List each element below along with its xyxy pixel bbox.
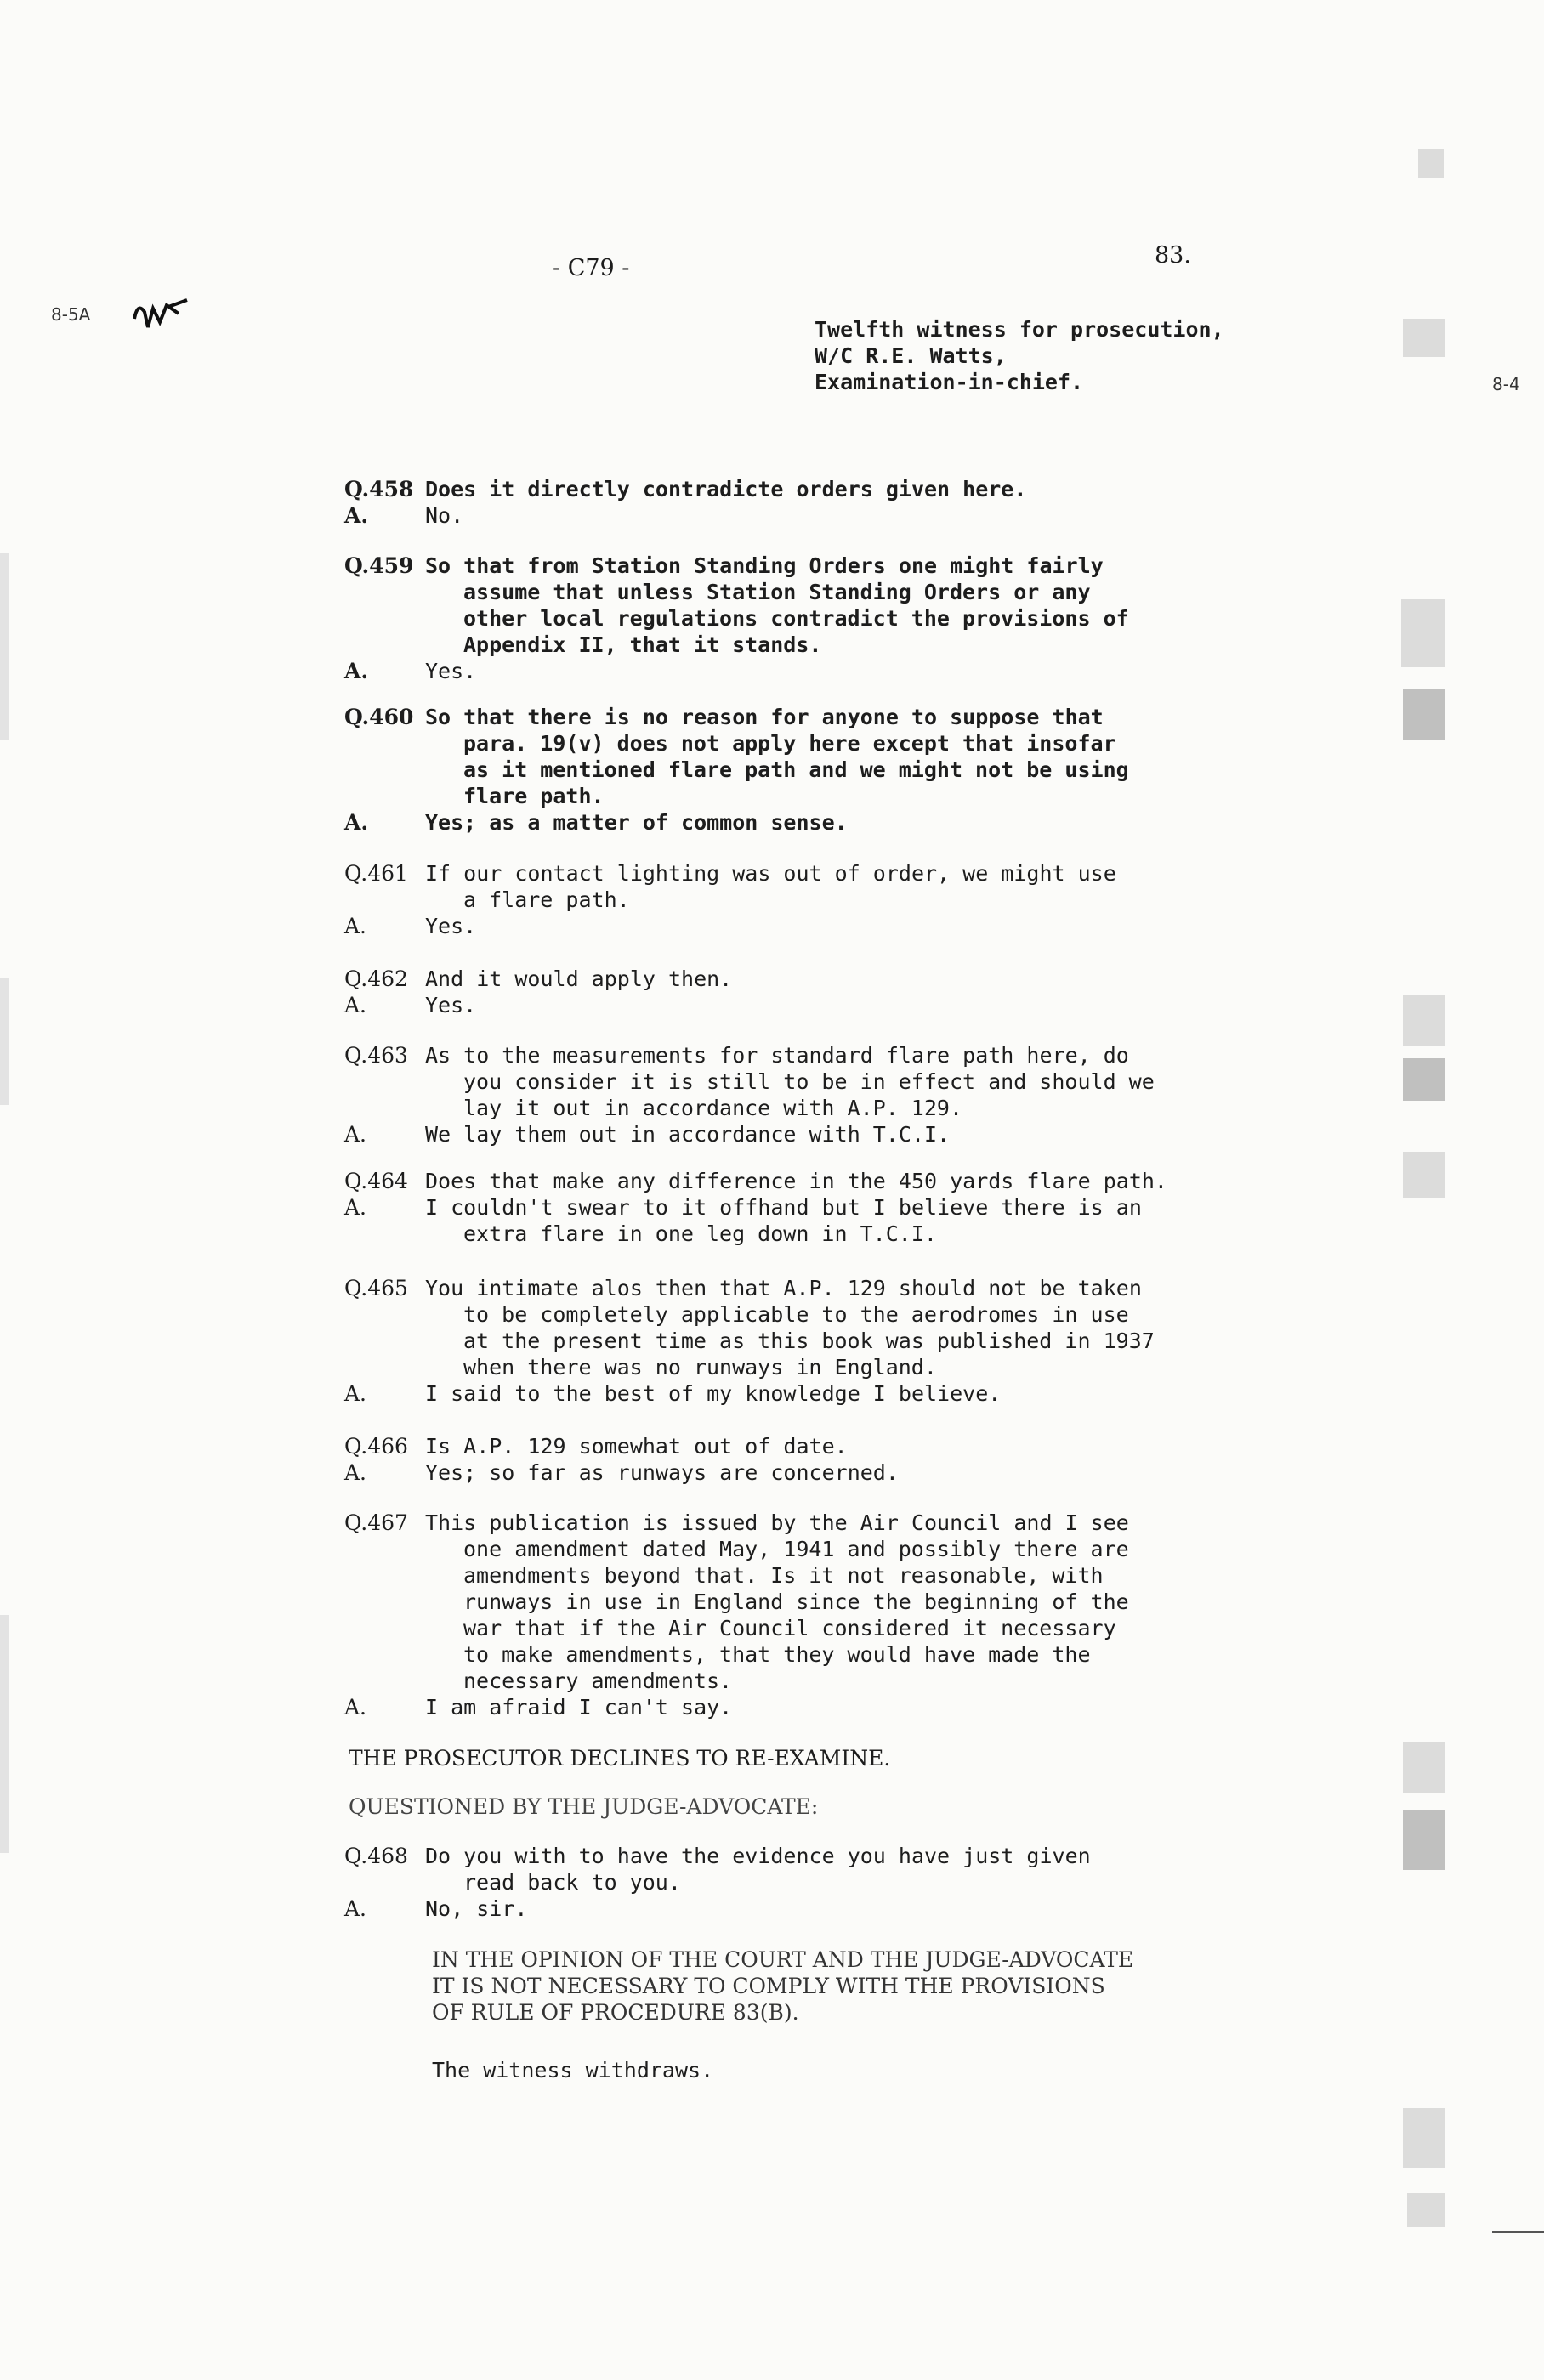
initials-mark <box>128 293 204 339</box>
question-text: And it would apply then. <box>425 966 733 991</box>
question-text: So that there is no reason for anyone to suppose that <box>425 705 1104 729</box>
left-margin-ref: 8-5A <box>51 304 91 325</box>
answer-label: A. <box>344 1195 367 1220</box>
question-text: runways in use in England since the beginning of the <box>463 1590 1129 1614</box>
exchange-q460 <box>344 704 1280 840</box>
question-number: Q.466 <box>344 1434 408 1459</box>
answer-text: No. <box>425 503 464 528</box>
question-text: war that if the Air Council considered it necessary <box>463 1616 1116 1640</box>
answer-text: Yes. <box>425 993 477 1017</box>
question-number: Q.468 <box>344 1844 408 1868</box>
answer-label: A. <box>344 1896 367 1921</box>
exchange-q459 <box>344 552 1280 688</box>
scan-edge <box>0 1615 9 1853</box>
answer-label: A. <box>344 659 369 683</box>
question-text: to be completely applicable to the aerodromes in use <box>463 1302 1129 1327</box>
question-text: a flare path. <box>463 887 630 912</box>
question-text: other local regulations contradict the provisions of <box>463 606 1129 631</box>
answer-label: A. <box>344 1695 367 1720</box>
question-number: Q.462 <box>344 966 408 991</box>
answer-label: A. <box>344 503 369 528</box>
court-opinion <box>432 1946 1133 2026</box>
scan-edge <box>0 978 9 1105</box>
scan-artifact <box>1403 1058 1445 1101</box>
scan-artifact <box>1403 688 1445 740</box>
scan-artifact <box>1403 1152 1445 1198</box>
question-number: Q.459 <box>344 553 414 578</box>
scan-edge <box>0 552 9 740</box>
question-text: Does that make any difference in the 450 yards flare path. <box>425 1169 1167 1193</box>
answer-text: Yes; as a matter of common sense. <box>425 810 848 835</box>
scan-mark <box>1492 2231 1544 2233</box>
exchange-q462 <box>344 966 1280 1018</box>
witness-withdraws: The witness withdraws. <box>432 2058 714 2082</box>
page-number: 83. <box>1155 242 1191 269</box>
question-text: assume that unless Station Standing Orders or any <box>463 580 1091 604</box>
answer-text: extra flare in one leg down in T.C.I. <box>463 1221 937 1246</box>
scan-artifact <box>1401 599 1445 667</box>
question-text: This publication is issued by the Air Council and I see <box>425 1510 1129 1535</box>
question-number: Q.461 <box>344 861 408 886</box>
answer-text: I am afraid I can't say. <box>425 1695 733 1720</box>
question-text: Does it directly contradicte orders given here. <box>425 477 1027 502</box>
question-text: Is A.P. 129 somewhat out of date. <box>425 1434 848 1459</box>
exchange-q464 <box>344 1168 1280 1247</box>
exchange-q468 <box>344 1843 1280 1922</box>
answer-text: Yes; so far as runways are concerned. <box>425 1460 899 1485</box>
question-text: as it mentioned flare path and we might not be using <box>463 757 1129 782</box>
answer-label: A. <box>344 810 369 835</box>
question-number: Q.458 <box>344 477 414 502</box>
question-text: Do you with to have the evidence you have just given <box>425 1844 1091 1868</box>
answer-label: A. <box>344 993 367 1017</box>
scan-artifact <box>1403 994 1445 1046</box>
opinion-line: OF RULE OF PROCEDURE 83(B). <box>432 2000 799 2025</box>
question-text: As to the measurements for standard flare path here, do <box>425 1043 1129 1068</box>
question-text: to make amendments, that they would have made the <box>463 1642 1091 1667</box>
answer-text: I couldn't swear to it offhand but I believe there is an <box>425 1195 1142 1220</box>
question-number: Q.463 <box>344 1043 408 1068</box>
questioned-by-heading: QUESTIONED BY THE JUDGE-ADVOCATE: <box>349 1794 819 1819</box>
question-number: Q.464 <box>344 1169 408 1193</box>
question-text: you consider it is still to be in effect and should we <box>463 1069 1155 1094</box>
question-text: para. 19(v) does not apply here except that insofar <box>463 731 1116 756</box>
exchange-q463 <box>344 1042 1280 1148</box>
scan-artifact <box>1403 1742 1445 1794</box>
answer-text: No, sir. <box>425 1896 528 1921</box>
exchange-q467 <box>344 1510 1280 1722</box>
scan-artifact <box>1403 2108 1445 2168</box>
question-text: one amendment dated May, 1941 and possibly there are <box>463 1537 1129 1561</box>
witness-heading <box>815 316 1224 395</box>
question-text: necessary amendments. <box>463 1669 733 1693</box>
answer-label: A. <box>344 1381 367 1406</box>
scan-artifact <box>1403 319 1445 357</box>
question-text: If our contact lighting was out of order, we might use <box>425 861 1116 886</box>
question-number: Q.467 <box>344 1510 408 1535</box>
answer-label: A. <box>344 1122 367 1147</box>
opinion-line: IN THE OPINION OF THE COURT AND THE JUDGE-ADVOCATE <box>432 1947 1134 1972</box>
witness-name: W/C R.E. Watts, <box>815 343 1007 368</box>
exchange-q458 <box>344 476 1280 529</box>
prosecutor-declines: THE PROSECUTOR DECLINES TO RE-EXAMINE. <box>349 1746 891 1771</box>
scan-artifact <box>1418 149 1444 178</box>
question-text: when there was no runways in England. <box>463 1355 937 1380</box>
question-text: You intimate alos then that A.P. 129 should not be taken <box>425 1276 1142 1300</box>
question-text: lay it out in accordance with A.P. 129. <box>463 1096 962 1120</box>
question-text: Appendix II, that it stands. <box>463 632 822 657</box>
exchange-q461 <box>344 860 1280 942</box>
answer-text: Yes. <box>425 914 477 938</box>
answer-text: We lay them out in accordance with T.C.I. <box>425 1122 951 1147</box>
answer-label: A. <box>344 914 367 938</box>
question-text: at the present time as this book was published in 1937 <box>463 1329 1155 1353</box>
question-text: flare path. <box>463 784 605 808</box>
answer-text: I said to the best of my knowledge I believe. <box>425 1381 1002 1406</box>
answer-label: A. <box>344 1460 367 1485</box>
answer-text: Yes. <box>425 659 477 683</box>
page-marker: - C79 - <box>553 255 630 281</box>
question-text: read back to you. <box>463 1870 681 1895</box>
witness-heading-line: Twelfth witness for prosecution, <box>815 317 1224 342</box>
question-text: So that from Station Standing Orders one might fairly <box>425 553 1104 578</box>
opinion-line: IT IS NOT NECESSARY TO COMPLY WITH THE PROVISIONS <box>432 1974 1105 1998</box>
exchange-q465 <box>344 1275 1280 1411</box>
question-text: amendments beyond that. Is it not reasonable, with <box>463 1563 1104 1588</box>
right-margin-ref: 8-4 <box>1492 374 1520 394</box>
question-number: Q.460 <box>344 705 414 729</box>
exchange-q466 <box>344 1433 1280 1486</box>
scan-artifact <box>1407 2193 1445 2227</box>
examination-type: Examination-in-chief. <box>815 370 1084 394</box>
question-number: Q.465 <box>344 1276 408 1300</box>
scan-artifact <box>1403 1810 1445 1870</box>
